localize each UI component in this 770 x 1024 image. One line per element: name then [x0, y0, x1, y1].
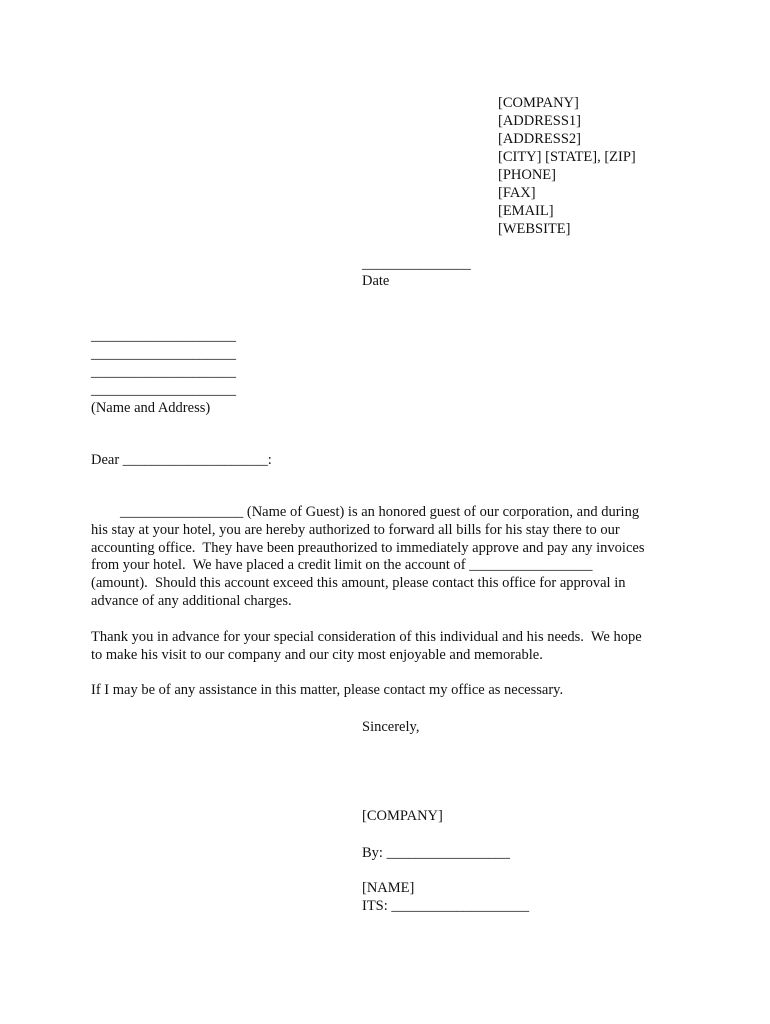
paragraph-3-line: If I may be of any assistance in this matter, please contact my office as necessary. [91, 682, 564, 698]
sender-phone: [PHONE] [498, 167, 556, 183]
recipient-blank-3: ____________________ [91, 364, 236, 380]
closing-company: [COMPANY] [362, 808, 443, 824]
date-label: Date [362, 273, 390, 289]
sender-fax: [FAX] [498, 185, 536, 201]
closing-its-title-line: ITS: ___________________ [362, 898, 530, 914]
body-paragraph-3 [91, 682, 681, 700]
closing-by-signature-line: By: _________________ [362, 845, 510, 861]
sender-address-block [498, 94, 636, 238]
sender-company: [COMPANY] [498, 95, 579, 111]
sender-address1: [ADDRESS1] [498, 113, 581, 129]
paragraph-1-line: (amount). Should this account exceed this amount, please contact this office for approval in [91, 575, 626, 592]
body-paragraph-2 [91, 629, 681, 665]
recipient-blank-2: ____________________ [91, 346, 236, 362]
salutation: Dear ____________________: [91, 452, 272, 468]
sender-website: [WEBSITE] [498, 221, 571, 237]
paragraph-1-line: accounting office. They have been preauthorized to immediately approve and pay any invoices [91, 539, 645, 556]
closing-sincerely: Sincerely, [362, 719, 420, 735]
sender-email: [EMAIL] [498, 203, 554, 219]
body-paragraph-1 [91, 504, 681, 611]
paragraph-2-line: to make his visit to our company and our city most enjoyable and memorable. [91, 646, 543, 663]
date-blank: _______________ [362, 256, 471, 272]
recipient-block [91, 327, 236, 417]
recipient-label: (Name and Address) [91, 400, 211, 416]
closing-name: [NAME] [362, 880, 415, 896]
paragraph-2-line: Thank you in advance for your special consideration of this individual and his needs. We hope [91, 629, 642, 645]
recipient-blank-4: ____________________ [91, 382, 236, 398]
paragraph-1-line: his stay at your hotel, you are hereby authorized to forward all bills for his stay there to our [91, 521, 620, 538]
paragraph-1-line: advance of any additional charges. [91, 592, 292, 609]
sender-address2: [ADDRESS2] [498, 131, 581, 147]
recipient-blank-1: ____________________ [91, 328, 236, 344]
sender-city-state-zip: [CITY] [STATE], [ZIP] [498, 149, 636, 165]
paragraph-1-line: from your hotel. We have placed a credit limit on the account of _________________ [91, 557, 593, 574]
paragraph-1-line: _________________ (Name of Guest) is an honored guest of our corporation, and during [91, 504, 640, 520]
